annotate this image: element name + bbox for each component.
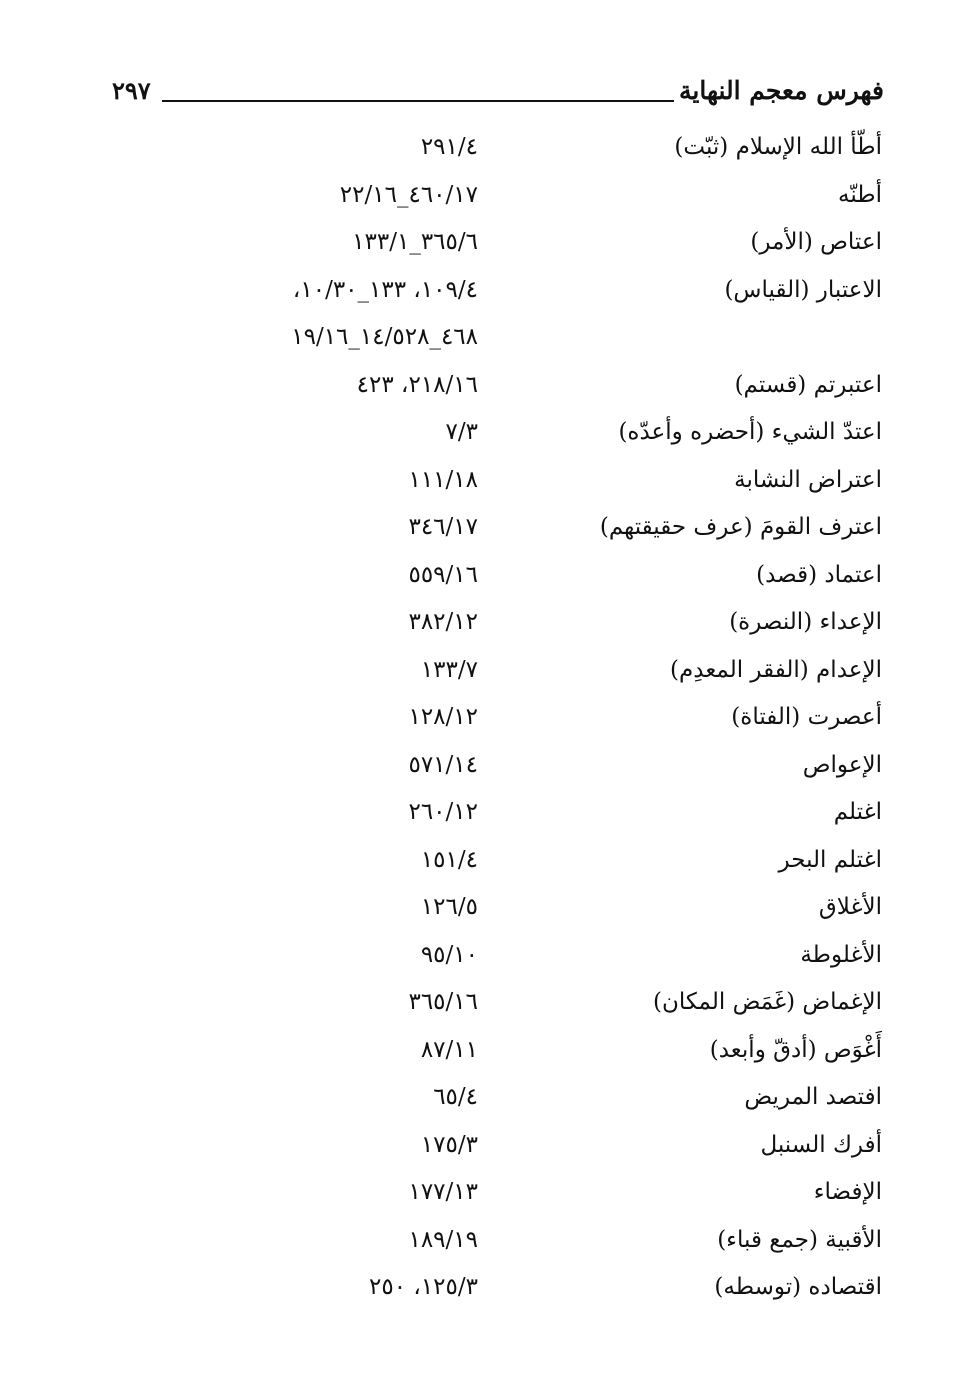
- running-title: فهرس معجم النهاية: [678, 76, 884, 105]
- entry-term: افتصد المريض: [744, 1084, 882, 1110]
- index-entry: [0, 273, 956, 321]
- index-entries: [0, 130, 956, 1318]
- entry-term: الإفضاء: [813, 1179, 882, 1205]
- entry-term: الاعتبار (القياس): [724, 276, 882, 303]
- entry-reference: ٥٥٩/١٦: [408, 561, 478, 588]
- index-entry: [0, 748, 956, 796]
- entry-reference: ٣٤٦/١٧: [408, 514, 478, 540]
- index-entry: [0, 320, 956, 368]
- entry-reference: ١٥١/٤: [420, 846, 478, 873]
- entry-term: اعتماد (قصد): [756, 561, 882, 588]
- index-entry: [0, 700, 956, 748]
- index-entry: [0, 1175, 956, 1223]
- index-entry: [0, 510, 956, 558]
- index-entry: [0, 368, 956, 416]
- entry-term: اعتاص (الأمر): [750, 229, 882, 255]
- entry-reference: ٤٦٠/١٧_٢٢/١٦: [339, 181, 478, 208]
- entry-term: أفرك السنبل: [760, 1131, 882, 1158]
- entry-term: الإعداء (النصرة): [729, 609, 882, 635]
- entry-reference: ١٧٥/٣: [420, 1131, 478, 1158]
- entry-reference: ٢١٨/١٦، ٤٢٣: [356, 371, 478, 398]
- entry-term: اغتلم البحر: [778, 846, 882, 873]
- entry-reference: ٤٦٨_١٤/٥٢٨_١٩/١٦: [291, 324, 478, 350]
- entry-reference: ١٢٥/٣، ٢٥٠: [369, 1274, 478, 1300]
- entry-reference: ١٢٦/٥: [420, 894, 478, 920]
- index-entry: [0, 415, 956, 463]
- entry-reference: ٨٧/١١: [420, 1036, 478, 1063]
- entry-term: الإغماض (غَمَض المكان): [652, 989, 882, 1015]
- entry-reference: ٢٩١/٤: [420, 134, 478, 160]
- entry-reference: ١٨٩/١٩: [408, 1226, 478, 1253]
- entry-reference: ٩٥/١٠: [420, 941, 478, 968]
- entry-reference: ٦٥/٤: [433, 1084, 478, 1110]
- entry-term: اقتصاده (توسطه): [714, 1274, 882, 1300]
- index-entry: [0, 130, 956, 178]
- entry-term: اعترف القومَ (عرف حقيقتهم): [599, 514, 882, 540]
- index-entry: [0, 463, 956, 511]
- index-entry: [0, 1033, 956, 1081]
- index-entry: [0, 605, 956, 653]
- entry-reference: ١٢٨/١٢: [408, 704, 478, 730]
- entry-reference: ٧/٣: [445, 419, 478, 445]
- index-entry: [0, 1270, 956, 1318]
- index-entry: [0, 795, 956, 843]
- index-entry: [0, 178, 956, 226]
- entry-term: اغتلم: [833, 799, 882, 825]
- entry-term: اعتبرتم (قستم): [734, 371, 882, 398]
- index-entry: [0, 1080, 956, 1128]
- entry-reference: ٥٧١/١٤: [408, 751, 478, 778]
- page-number: ٢٩٧: [112, 76, 151, 105]
- index-entry: [0, 653, 956, 701]
- header-rule: [162, 100, 674, 102]
- entry-term: أطّأ الله الإسلام (ثبّت): [674, 134, 882, 160]
- entry-term: الإعدام (الفقر المعدِم): [670, 656, 882, 683]
- entry-term: الأقبية (جمع قباء): [717, 1226, 882, 1253]
- index-entry: [0, 225, 956, 273]
- entry-term: اعتدّ الشيء (أحضره وأعدّه): [618, 419, 882, 445]
- entry-reference: ١٧٧/١٣: [408, 1179, 478, 1205]
- index-entry: [0, 1223, 956, 1271]
- entry-reference: ١٠٩/٤، ١٣٣_١٠/٣٠،: [292, 276, 478, 303]
- entry-reference: ١٣٣/٧: [420, 656, 478, 683]
- entry-term: أعصرت (الفتاة): [731, 704, 882, 730]
- index-entry: [0, 1128, 956, 1176]
- entry-reference: ٣٦٥/١٦: [408, 989, 478, 1015]
- index-entry: [0, 843, 956, 891]
- entry-term: اعتراض النشابة: [734, 466, 882, 493]
- index-entry: [0, 558, 956, 606]
- entry-reference: ٣٨٢/١٢: [408, 609, 478, 635]
- entry-term: أَغْوَص (أدقّ وأبعد): [709, 1036, 882, 1063]
- entry-reference: ١١١/١٨: [408, 466, 478, 493]
- index-entry: [0, 985, 956, 1033]
- page-header: [112, 76, 884, 120]
- index-entry: [0, 890, 956, 938]
- entry-term: الأغلاق: [818, 894, 882, 920]
- entry-term: أطنّه: [838, 181, 882, 208]
- entry-reference: ٣٦٥/٦_١٣٣/١: [352, 229, 478, 255]
- entry-reference: ٢٦٠/١٢: [408, 799, 478, 825]
- entry-term: الأغلوطة: [800, 941, 882, 968]
- index-entry: [0, 938, 956, 986]
- entry-term: الإعواص: [802, 751, 882, 778]
